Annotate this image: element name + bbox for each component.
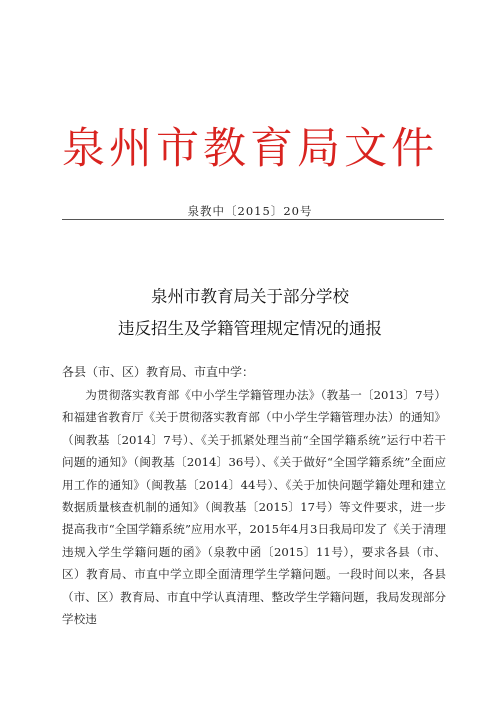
header-divider <box>62 219 444 220</box>
body-paragraph: 为贯彻落实教育部《中小学生学籍管理办法》（教基一〔2013〕7号）和福建省教育厅《关于贯彻落实教育部（中小学生学籍管理办法）的通知》（闽教基〔2014〕7号）、《关于抓紧处理当前“全国学籍系统”运行中若干问题的通知》（闽教基〔2014〕36号）、《关于做好“全国学籍系统”全面应用工作的通知》（闽教基〔2014〕44号）、《关于加快问题学籍处理和建立数据质量核查机制的通知》（闽教基〔2015〕17号）等文件要求，进一步提高我市“全国学籍系统”应用水平，2015年4月3日我局印发了《关于清理违规入学生学籍问题的函》（泉教中函〔2015〕11号），要求各县（市、区）教育局、市直中学立即全面清理学生学籍问题。一段时间以来，各县（市、区）教育局、市直中学认真清理、整改学生学籍问题，我局发现部分学校违 <box>62 388 446 627</box>
notice-title-line-1: 泉州市教育局关于部分学校 <box>151 287 349 306</box>
masthead-title: 泉州市教育局文件 <box>62 124 438 174</box>
document-number: 泉教中〔2015〕20号 <box>187 204 313 218</box>
salutation: 各县（市、区）教育局、市直中学： <box>62 365 255 379</box>
notice-title-line-2: 违反招生及学籍管理规定情况的通报 <box>118 319 382 338</box>
